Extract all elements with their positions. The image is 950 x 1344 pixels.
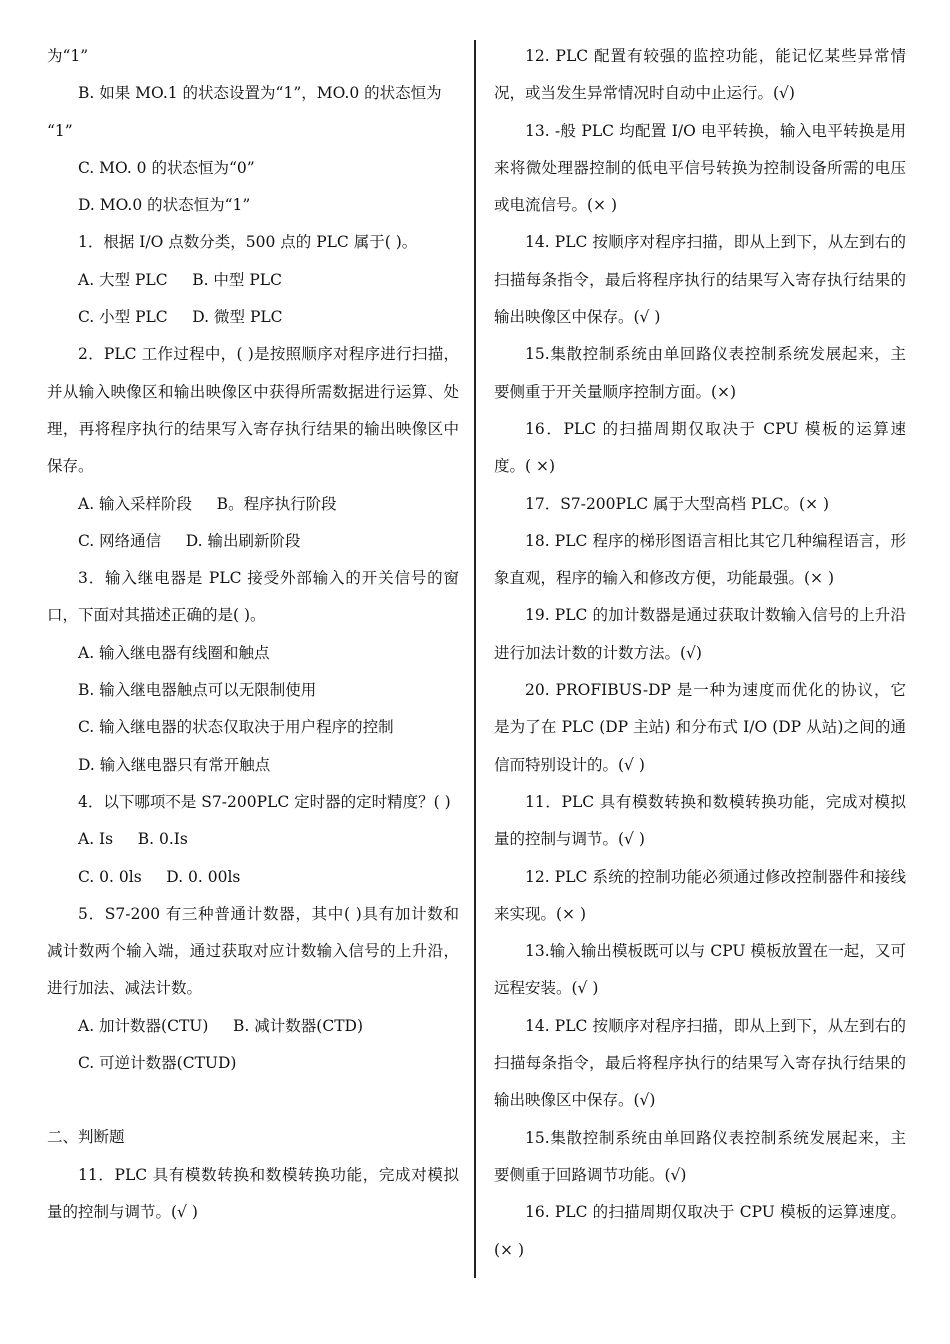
answer-option: C. 输入继电器的状态仅取决于用户程序的控制 xyxy=(78,718,394,737)
answer-option: B. 如果 MO.1 的状态设置为“1”，MO.0 的状态恒为 xyxy=(78,84,442,103)
question-text: 15.集散控制系统由单回路仪表控制系统发展起来，主要侧重于开关量顺序控制方面。(×) xyxy=(494,345,906,401)
question-text: 18. PLC 程序的梯形图语言相比其它几种编程语言，形象直观，程序的输入和修改方便，功能最强。(× ) xyxy=(494,531,906,588)
question-text: 15.集散控制系统由单回路仪表控制系统发展起来，主要侧重于回路调节功能。(√) xyxy=(494,1128,906,1184)
answer-option: A. 大型 PLC B. 中型 PLC xyxy=(78,270,282,289)
question-text: 3．输入继电器是 PLC 接受外部输入的开关信号的窗口，下面对其描述正确的是( )。 xyxy=(47,569,459,625)
question-text: 4．以下哪项不是 S7-200PLC 定时器的定时精度？( ) xyxy=(78,792,451,811)
answer-option: C. MO. 0 的状态恒为“0” xyxy=(78,158,255,177)
question-text: 11．PLC 具有模数转换和数模转换功能，完成对模拟量的控制与调节。(√ ) xyxy=(47,1165,459,1221)
question-text: 16. PLC 的扫描周期仅取决于 CPU 模板的运算速度。(× ) xyxy=(494,1203,906,1259)
answer-option: A. 输入继电器有线圈和触点 xyxy=(78,643,270,662)
question-text: 12. PLC 配置有较强的监控功能，能记忆某些异常情况，或当发生异常情况时自动中止运行。(√) xyxy=(494,47,906,103)
section-heading: 二、判断题 xyxy=(47,1128,125,1147)
answer-option: B. 输入继电器触点可以无限制使用 xyxy=(78,681,317,700)
question-text: 16．PLC 的扫描周期仅取决于 CPU 模板的运算速度。( ×) xyxy=(494,419,906,476)
answer-option: A. Is B. 0.Is xyxy=(78,830,188,849)
question-text: 12. PLC 系统的控制功能必须通过修改控制器件和接线来实现。(× ) xyxy=(494,867,906,923)
answer-option: C. 0. 0ls D. 0. 00ls xyxy=(78,867,241,886)
answer-option: C. 网络通信 D. 输出刷新阶段 xyxy=(78,531,301,550)
answer-option: C. 小型 PLC D. 微型 PLC xyxy=(78,308,283,327)
answer-option: A. 输入采样阶段 B。程序执行阶段 xyxy=(78,494,337,513)
answer-option: C. 可逆计数器(CTUD) xyxy=(78,1054,237,1073)
answer-option: D. 输入继电器只有常开触点 xyxy=(78,755,271,774)
question-text: 14. PLC 按顺序对程序扫描，即从上到下，从左到右的扫描每条指令，最后将程序执行的结果写入寄存执行结果的输出映像区中保存。(√) xyxy=(494,1016,906,1110)
question-text: 13.输入输出模板既可以与 CPU 模板放置在一起，又可远程安装。(√ ) xyxy=(494,942,906,998)
left-column xyxy=(47,38,459,1231)
question-text: 1．根据 I/O 点数分类，500 点的 PLC 属于( )。 xyxy=(78,233,418,252)
question-text: 14. PLC 按顺序对程序扫描，即从上到下，从左到右的扫描每条指令，最后将程序执行的结果写入寄存执行结果的输出映像区中保存。(√ ) xyxy=(494,233,906,327)
answer-option: A. 加计数器(CTU) B. 减计数器(CTD) xyxy=(78,1016,364,1035)
question-text: 13. -般 PLC 均配置 I/O 电平转换，输入电平转换是用来将微处理器控制的低电平信号转换为控制设备所需的电压或电流信号。(× ) xyxy=(494,121,906,215)
question-text: 17．S7-200PLC 属于大型高档 PLC。(× ) xyxy=(525,494,830,513)
right-column xyxy=(494,38,906,1269)
text-line: 为“1” xyxy=(47,47,89,65)
question-text: 19. PLC 的加计数器是通过获取计数输入信号的上升沿进行加法计数的计数方法。(√) xyxy=(494,606,906,662)
answer-option: D. MO.0 的状态恒为“1” xyxy=(78,196,251,215)
question-text: 5．S7-200 有三种普通计数器，其中( )具有加计数和减计数两个输入端，通过获取对应计数输入信号的上升沿，进行加法、减法计数。 xyxy=(47,904,459,998)
question-text: 20. PROFIBUS-DP 是一种为速度而优化的协议，它是为了在 PLC (DP 主站) 和分布式 I/O (DP 从站)之间的通信而特别设计的。(√ ) xyxy=(494,681,906,774)
text-line: “1” xyxy=(47,121,73,140)
question-text: 11．PLC 具有模数转换和数模转换功能，完成对模拟量的控制与调节。(√ ) xyxy=(494,792,906,849)
question-text: 2．PLC 工作过程中，( )是按照顺序对程序进行扫描，并从输入映像区和输出映像区中获得所需数据进行运算、处理，再将程序执行的结果写入寄存执行结果的输出映像区中保存。 xyxy=(47,345,459,476)
spacer xyxy=(47,1082,459,1119)
column-divider xyxy=(474,40,476,1278)
